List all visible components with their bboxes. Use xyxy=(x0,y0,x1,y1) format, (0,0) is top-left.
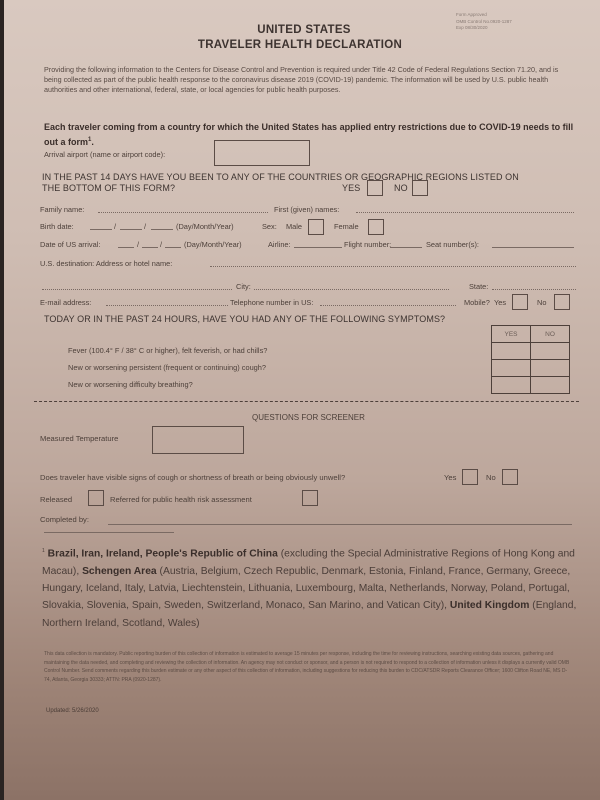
date-separator: / xyxy=(114,222,117,231)
email-field[interactable] xyxy=(106,305,228,306)
city-field[interactable] xyxy=(254,289,449,290)
breathing-yes-cell[interactable] xyxy=(492,377,531,394)
referred-checkbox[interactable] xyxy=(302,490,318,506)
birth-day-field[interactable] xyxy=(90,229,112,230)
form-title-line2: TRAVELER HEALTH DECLARATION xyxy=(197,39,403,51)
symptom-fever: Fever (100.4° F / 38° C or higher), felt feverish, or had chills? xyxy=(68,346,268,355)
state-label: State: xyxy=(469,282,489,291)
visible-signs-question: Does traveler have visible signs of cough or shortness of breath or being obviously unwell? xyxy=(40,473,346,482)
mobile-no-checkbox[interactable] xyxy=(554,294,570,310)
male-label: Male xyxy=(286,222,303,231)
arrival-day-field[interactable] xyxy=(118,247,134,248)
section-divider xyxy=(34,401,579,402)
footnote-mark: 1 xyxy=(88,137,92,143)
symptoms-question: TODAY OR IN THE PAST 24 HOURS, HAVE YOU HAD ANY OF THE FOLLOWING SYMPTOMS? xyxy=(44,314,446,324)
arrival-year-field[interactable] xyxy=(165,247,181,248)
footnote-marker: 1 xyxy=(42,548,45,554)
released-label: Released xyxy=(40,495,73,504)
date-separator: / xyxy=(144,222,147,231)
birth-date-label: Birth date: xyxy=(40,222,74,231)
symptom-breathing: New or worsening difficulty breathing? xyxy=(68,380,193,389)
countries-group1-bold: Brazil, Iran, Ireland, People's Republic of China xyxy=(47,548,278,560)
united-kingdom-text: (England, Northern Ireland, Scotland, Wales) xyxy=(42,600,577,629)
address-field[interactable] xyxy=(210,266,576,267)
burden-statement: This data collection is mandatory. Public reporting burden of this collection of information is estimated to average 15 minutes per response, including the time for reviewing instructions, searching existing data sources, gathering and maintaining the data needed, and completing and reviewing the collection of information. An agency may not conduct or sponsor, and a person is not required to respond to a collection of information unless it displays a currently valid OMB Control Number. Send comments regarding this burden estimate or any other aspect of this collection of information, including suggestions for reducing this burden to CDC/ATSDR Reports Clearance Officer; 1600 Clifton Road NE, MS D-74, Atlanta, Georgia 30333; ATTN: PRA (0920-1287). xyxy=(44,651,570,683)
mobile-yes-checkbox[interactable] xyxy=(512,294,528,310)
restricted-countries-list xyxy=(42,543,582,632)
first-name-field[interactable] xyxy=(356,212,574,213)
address-field-line2[interactable] xyxy=(42,289,232,290)
breathing-no-cell[interactable] xyxy=(531,377,570,394)
phone-field[interactable] xyxy=(320,305,456,306)
past14-no-label: NO xyxy=(394,183,408,193)
updated-date: Updated: 5/26/2020 xyxy=(46,708,99,714)
symptoms-no-header: NO xyxy=(531,326,570,343)
sex-label: Sex: xyxy=(262,222,277,231)
schengen-area-bold: Schengen Area xyxy=(82,565,157,577)
fever-no-cell[interactable] xyxy=(531,343,570,360)
omb-control-number: OMB Control No.0920-1287 xyxy=(456,18,512,24)
fever-yes-cell[interactable] xyxy=(492,343,531,360)
phone-label: Telephone number in US: xyxy=(230,298,314,307)
measured-temperature-label: Measured Temperature xyxy=(40,434,119,443)
birth-year-field[interactable] xyxy=(151,229,173,230)
intro-paragraph: Providing the following information to the Centers for Disease Control and Prevention is required under Title 42 Code of Federal Regulations Section 71.20, and is being collected as part of the public health response to the coronavirus disease 2019 (COVID-19) pandemic. The information will be used by U.S. public health authorities and other international, federal, state, or local agencies for public health purposes. xyxy=(44,65,559,94)
female-label: Female xyxy=(334,222,359,231)
email-label: E-mail address: xyxy=(40,298,92,307)
mobile-no-label: No xyxy=(537,298,547,307)
visible-signs-yes-checkbox[interactable] xyxy=(462,469,478,485)
family-name-field[interactable] xyxy=(98,212,268,213)
past14-question-line1: IN THE PAST 14 DAYS HAVE YOU BEEN TO ANY OF THE COUNTRIES OR GEOGRAPHIC REGIONS LISTED ON xyxy=(42,172,519,182)
airline-label: Airline: xyxy=(268,240,291,249)
past14-yes-label: YES xyxy=(342,183,361,193)
referred-label: Referred for public health risk assessment xyxy=(110,495,252,504)
seat-number-label: Seat number(s): xyxy=(426,240,479,249)
completed-by-field[interactable] xyxy=(108,524,572,525)
symptom-cough: New or worsening persistent (frequent or continuing) cough? xyxy=(68,363,267,372)
requirement-text: Each traveler coming from a country for which the United States has applied entry restrictions due to COVID-19 needs to fill out a form xyxy=(44,122,574,147)
form-title-line1: UNITED STATES xyxy=(257,24,351,36)
completed-by-field-line2[interactable] xyxy=(44,532,174,533)
omb-control-info xyxy=(456,12,512,32)
airline-field[interactable] xyxy=(294,247,342,248)
date-separator: / xyxy=(137,240,140,249)
united-kingdom-bold: United Kingdom xyxy=(449,600,530,612)
screener-heading: QUESTIONS FOR SCREENER xyxy=(252,413,365,422)
symptoms-table xyxy=(491,325,570,394)
visible-signs-no-label: No xyxy=(486,473,496,482)
state-field[interactable] xyxy=(492,289,576,290)
arrival-airport-field[interactable] xyxy=(214,140,310,166)
mobile-label: Mobile? xyxy=(464,298,490,307)
measured-temperature-field[interactable] xyxy=(152,426,244,454)
mobile-yes-label: Yes xyxy=(494,298,507,307)
arrival-month-field[interactable] xyxy=(142,247,158,248)
arrival-airport-label: Arrival airport (name or airport code): xyxy=(44,150,166,159)
omb-expiry: Exp 08/30/2020 xyxy=(456,25,488,30)
flight-number-field[interactable] xyxy=(390,247,422,248)
past14-no-checkbox[interactable] xyxy=(412,180,428,196)
family-name-label: Family name: xyxy=(40,205,85,214)
female-checkbox[interactable] xyxy=(368,219,384,235)
symptoms-yes-header: YES xyxy=(492,326,531,343)
cough-yes-cell[interactable] xyxy=(492,360,531,377)
visible-signs-yes-label: Yes xyxy=(444,473,457,482)
seat-number-field[interactable] xyxy=(492,247,574,248)
birth-month-field[interactable] xyxy=(120,229,142,230)
cough-no-cell[interactable] xyxy=(531,360,570,377)
visible-signs-no-checkbox[interactable] xyxy=(502,469,518,485)
past14-yes-checkbox[interactable] xyxy=(367,180,383,196)
completed-by-label: Completed by: xyxy=(40,515,89,524)
omb-approved: Form Approved xyxy=(456,12,487,17)
past14-question-line2: THE BOTTOM OF THIS FORM? xyxy=(42,183,176,193)
flight-number-label: Flight number: xyxy=(344,240,392,249)
date-separator: / xyxy=(160,240,163,249)
schengen-countries-text: (Austria, Belgium, Czech Republic, Denmark, Estonia, Finland, France, Germany, Greece, Hungary, Iceland, Italy, Latvia, Liechtenstein, Lithuania, Luxembourg, Malta, Netherlands, Norway, Poland, Portugal, Slovakia, Slovenia, Spain, Sweden, Switzerland, Monaco, San Marino, and Vatican City), xyxy=(42,565,571,612)
city-label: City: xyxy=(236,282,251,291)
first-name-label: First (given) names: xyxy=(274,205,340,214)
birth-date-format: (Day/Month/Year) xyxy=(176,222,234,231)
requirement-period: . xyxy=(91,137,94,147)
destination-label: U.S. destination: Address or hotel name: xyxy=(40,259,173,268)
declaration-form xyxy=(4,0,600,800)
arrival-date-label: Date of US arrival: xyxy=(40,240,101,249)
released-checkbox[interactable] xyxy=(88,490,104,506)
male-checkbox[interactable] xyxy=(308,219,324,235)
arrival-date-format: (Day/Month/Year) xyxy=(184,240,242,249)
countries-group1-text: (excluding the Special Administrative Regions of Hong Kong and Macau), xyxy=(42,548,575,577)
